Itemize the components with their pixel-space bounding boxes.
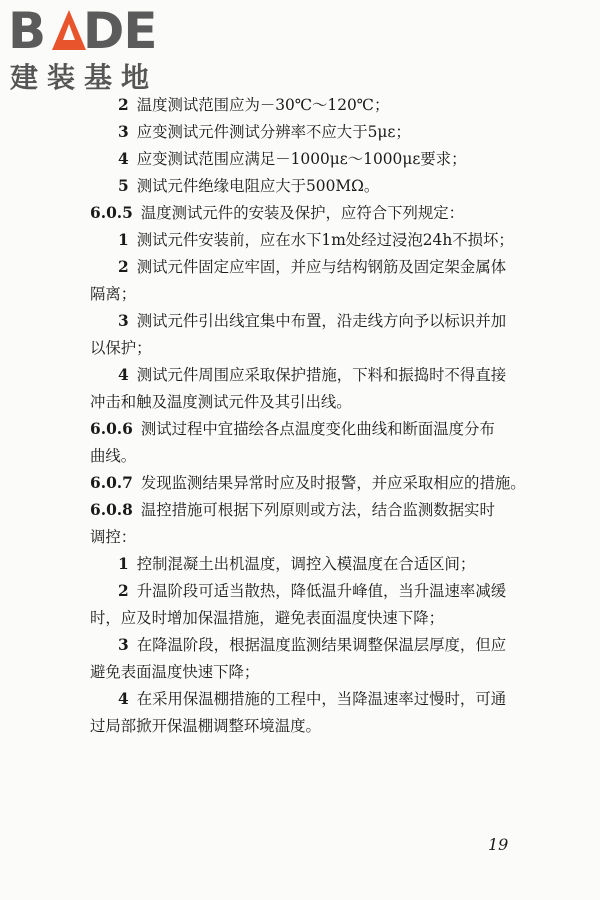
- logo-letter-a: [45, 6, 83, 56]
- page-number: 19: [488, 835, 509, 854]
- text-line: 2 升温阶段可适当散热，降低温升峰值，当升温速率减缓: [118, 582, 507, 600]
- text-line: 4 应变测试范围应满足－1000με～1000με要求；: [118, 150, 467, 168]
- text-line: 1 控制混凝土出机温度，调控入模温度在合适区间；: [118, 555, 476, 573]
- text-line: 2 测试元件固定应牢固，并应与结构钢筋及固定架金属体: [118, 258, 507, 276]
- clause-heading: 6.0.8 温控措施可根据下列原则或方法，结合监测数据实时: [90, 501, 495, 519]
- text-line-continued: 曲线。: [90, 447, 137, 465]
- text-line: 2 温度测试范围应为－30℃～120℃；: [118, 96, 390, 114]
- logo-chinese: 建装基地: [10, 61, 159, 94]
- text-line-continued: 过局部掀开保温棚调整环境温度。: [90, 717, 321, 735]
- text-line-continued: 隔离；: [90, 285, 137, 303]
- text-line-continued: 避免表面温度快速下降；: [90, 663, 260, 681]
- text-line: 3 应变测试元件测试分辨率不应大于5με；: [118, 123, 411, 141]
- bade-logo: [8, 2, 178, 96]
- clause-heading: 6.0.5 温度测试元件的安装及保护，应符合下列规定：: [90, 204, 465, 222]
- text-line-continued: 冲击和触及温度测试元件及其引出线。: [90, 393, 352, 411]
- text-line-continued: 以保护；: [90, 339, 152, 357]
- text-line: 5 测试元件绝缘电阻应大于500MΩ。: [118, 177, 380, 195]
- text-line-continued: 调控：: [90, 528, 137, 546]
- text-line: 3 测试元件引出线宜集中布置，沿走线方向予以标识并加: [118, 312, 507, 330]
- document-body: [90, 92, 530, 740]
- clause-heading: 6.0.7 发现监测结果异常时应及时报警，并应采取相应的措施。: [90, 474, 526, 492]
- text-line: 4 在采用保温棚措施的工程中，当降温速率过慢时，可通: [118, 690, 507, 708]
- text-line: 4 测试元件周围应采取保护措施，下料和振捣时不得直接: [118, 366, 507, 384]
- text-line: 1 测试元件安装前，应在水下1m处经过浸泡24h不损坏；: [118, 231, 514, 249]
- text-line-continued: 时，应及时增加保温措施，避免表面温度快速下降；: [90, 609, 444, 627]
- logo-wordmark: B DE: [8, 2, 157, 60]
- clause-heading: 6.0.6 测试过程中宜描绘各点温度变化曲线和断面温度分布: [90, 420, 495, 438]
- text-line: 3 在降温阶段，根据温度监测结果调整保温层厚度，但应: [118, 636, 507, 654]
- logo-triangle-icon: [52, 10, 86, 50]
